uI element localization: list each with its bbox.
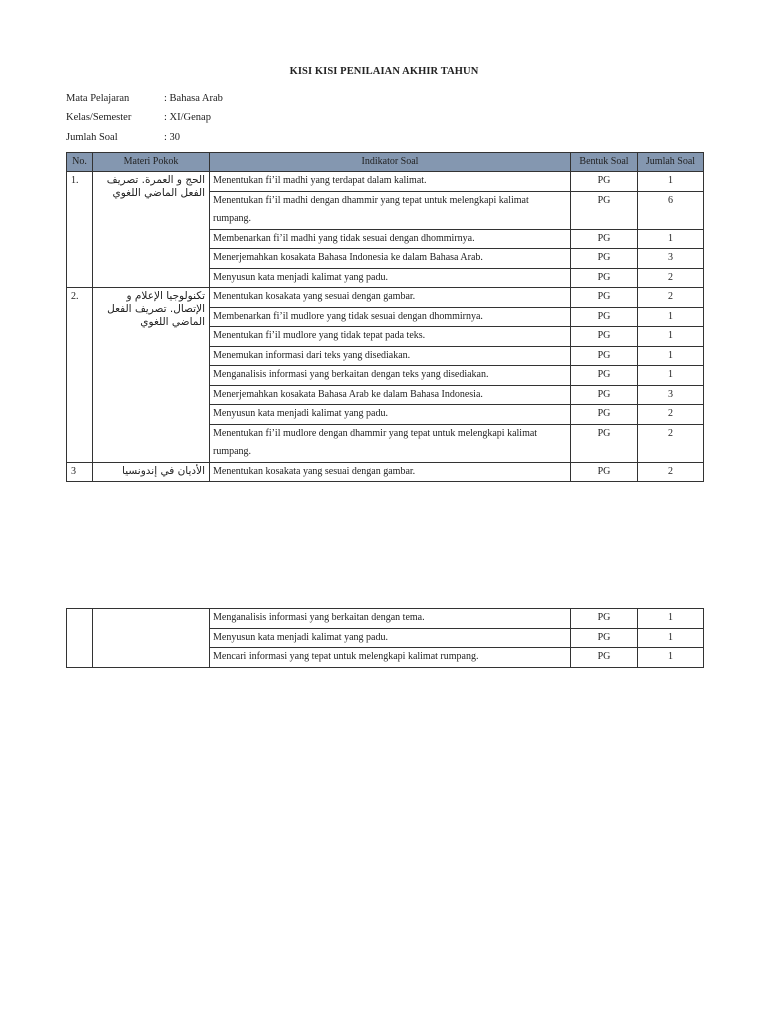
bentuk-cell: PG xyxy=(571,327,638,347)
header-jumlah: Jumlah Soal xyxy=(638,153,704,172)
meta-label: Mata Pelajaran xyxy=(66,93,130,104)
jumlah-cell: 3 xyxy=(638,385,704,405)
table-row xyxy=(67,288,704,308)
indikator-cell: Menyusun kata menjadi kalimat yang padu. xyxy=(210,268,571,288)
bentuk-cell: PG xyxy=(571,462,638,482)
jumlah-cell: 2 xyxy=(638,268,704,288)
jumlah-cell: 1 xyxy=(638,609,704,629)
bentuk-cell: PG xyxy=(571,249,638,269)
bentuk-cell: PG xyxy=(571,268,638,288)
indikator-cell: Menemukan informasi dari teks yang disediakan. xyxy=(210,346,571,366)
meta-label: Jumlah Soal xyxy=(66,132,118,143)
jumlah-cell: 1 xyxy=(638,327,704,347)
bentuk-cell: PG xyxy=(571,424,638,462)
materi-pokok-empty xyxy=(93,609,210,668)
jumlah-cell: 2 xyxy=(638,405,704,425)
document-title: KISI KISI PENILAIAN AKHIR TAHUN xyxy=(289,66,479,77)
indikator-cell: Mencari informasi yang tepat untuk melengkapi kalimat rumpang. xyxy=(210,648,571,668)
jumlah-cell: 1 xyxy=(638,307,704,327)
table-row xyxy=(67,462,704,482)
bentuk-cell: PG xyxy=(571,307,638,327)
header-materi: Materi Pokok xyxy=(93,153,210,172)
bentuk-cell: PG xyxy=(571,405,638,425)
row-number: 2. xyxy=(67,288,93,463)
indikator-cell: Menentukan kosakata yang sesuai dengan gambar. xyxy=(210,462,571,482)
meta-class xyxy=(66,112,211,123)
bentuk-cell: PG xyxy=(571,628,638,648)
bentuk-cell: PG xyxy=(571,366,638,386)
jumlah-cell: 1 xyxy=(638,172,704,192)
materi-pokok: الأديان في إندونسيا xyxy=(93,462,210,482)
bentuk-cell: PG xyxy=(571,229,638,249)
jumlah-cell: 2 xyxy=(638,424,704,462)
table-row xyxy=(67,609,704,629)
bentuk-cell: PG xyxy=(571,346,638,366)
jumlah-cell: 6 xyxy=(638,191,704,229)
meta-label: Kelas/Semester xyxy=(66,112,132,123)
continuation-table xyxy=(66,608,704,668)
materi-pokok: الحج و العمرة. تصريف الفعل الماضي اللغوي xyxy=(93,172,210,288)
materi-pokok: تكنولوجيا الإعلام و الإتصال. تصريف الفعل الماضي اللغوي xyxy=(93,288,210,463)
jumlah-cell: 3 xyxy=(638,249,704,269)
bentuk-cell: PG xyxy=(571,172,638,192)
bentuk-cell: PG xyxy=(571,385,638,405)
jumlah-cell: 2 xyxy=(638,288,704,308)
jumlah-cell: 1 xyxy=(638,628,704,648)
meta-total xyxy=(66,132,180,143)
row-number-empty xyxy=(67,609,93,668)
jumlah-cell: 1 xyxy=(638,229,704,249)
jumlah-cell: 1 xyxy=(638,648,704,668)
row-number: 3 xyxy=(67,462,93,482)
indikator-cell: Menganalisis informasi yang berkaitan dengan teks yang disediakan. xyxy=(210,366,571,386)
meta-value: : XI/Genap xyxy=(164,112,211,123)
indikator-cell: Menentukan fi’il madhi dengan dhammir yang tepat untuk melengkapi kalimat rumpang. xyxy=(210,191,571,229)
indikator-cell: Membenarkan fi’il mudlore yang tidak sesuai dengan dhommirnya. xyxy=(210,307,571,327)
meta-value: : 30 xyxy=(164,132,181,143)
header-row xyxy=(67,153,704,172)
bentuk-cell: PG xyxy=(571,288,638,308)
bentuk-cell: PG xyxy=(571,648,638,668)
indikator-cell: Menentukan fi’il madhi yang terdapat dalam kalimat. xyxy=(210,172,571,192)
indikator-cell: Menentukan kosakata yang sesuai dengan gambar. xyxy=(210,288,571,308)
bentuk-cell: PG xyxy=(571,191,638,229)
indikator-cell: Menganalisis informasi yang berkaitan dengan tema. xyxy=(210,609,571,629)
bentuk-cell: PG xyxy=(571,609,638,629)
row-number: 1. xyxy=(67,172,93,288)
indikator-cell: Membenarkan fi’il madhi yang tidak sesuai dengan dhommirnya. xyxy=(210,229,571,249)
indikator-cell: Menyusun kata menjadi kalimat yang padu. xyxy=(210,628,571,648)
indikator-cell: Menentukan fi’il mudlore yang tidak tepat pada teks. xyxy=(210,327,571,347)
table-row xyxy=(67,172,704,192)
indikator-cell: Menerjemahkan kosakata Bahasa Arab ke dalam Bahasa Indonesia. xyxy=(210,385,571,405)
indikator-cell: Menentukan fi’il mudlore dengan dhammir yang tepat untuk melengkapi kalimat rumpang. xyxy=(210,424,571,462)
grid-table xyxy=(66,152,704,482)
indikator-cell: Menerjemahkan kosakata Bahasa Indonesia ke dalam Bahasa Arab. xyxy=(210,249,571,269)
header-no: No. xyxy=(67,153,93,172)
header-indikator: Indikator Soal xyxy=(210,153,571,172)
jumlah-cell: 1 xyxy=(638,346,704,366)
jumlah-cell: 2 xyxy=(638,462,704,482)
meta-value: : Bahasa Arab xyxy=(164,93,223,104)
indikator-cell: Menyusun kata menjadi kalimat yang padu. xyxy=(210,405,571,425)
jumlah-cell: 1 xyxy=(638,366,704,386)
header-bentuk: Bentuk Soal xyxy=(571,153,638,172)
meta-subject xyxy=(66,93,223,104)
